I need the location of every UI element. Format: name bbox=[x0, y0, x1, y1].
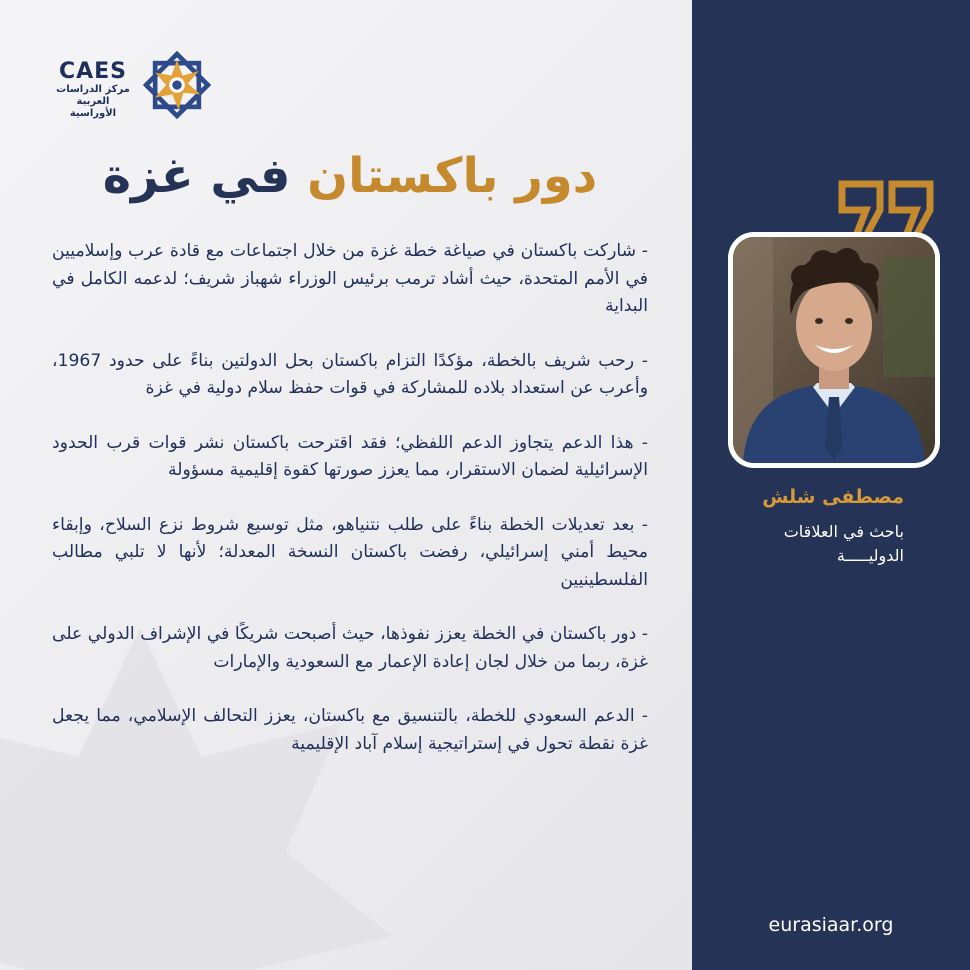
page-title bbox=[60, 140, 640, 212]
author-sidebar bbox=[692, 0, 970, 970]
paragraph: - رحب شريف بالخطة، مؤكدًا التزام باكستان بحل الدولتين بناءً على حدود 1967، وأعرب عن استعداد بلاده للمشاركة في قوات حفظ سلام دولية في غزة bbox=[52, 350, 648, 398]
logo-abbr: CAES bbox=[58, 59, 128, 84]
title-part-pakistan: دور باكستان bbox=[307, 148, 598, 204]
paragraph: - الدعم السعودي للخطة، بالتنسيق مع باكستان، يعزز التحالف الإسلامي، مما يجعل غزة نقطة تحول في إستراتيجية إسلام آباد الإقليمية bbox=[52, 706, 648, 754]
author-name: مصطفى شلش bbox=[762, 486, 904, 508]
author-role-line1: باحث في العلاقات bbox=[783, 522, 904, 541]
author-photo bbox=[728, 232, 940, 468]
article-body bbox=[52, 238, 648, 785]
eight-point-star-icon bbox=[138, 46, 216, 124]
paragraph: - هذا الدعم يتجاوز الدعم اللفظي؛ فقد اقترحت باكستان نشر قوات قرب الحدود الإسرائيلية لضمان الاستقرار، مما يعزز صورتها كقوة إقليمية مسؤولة bbox=[52, 432, 648, 480]
caes-logo bbox=[52, 46, 222, 120]
logo-arabic-line1: مركز الدراسات bbox=[56, 84, 130, 95]
website-link[interactable]: eurasiaar.org bbox=[768, 914, 894, 936]
paragraph: - شاركت باكستان في صياغة خطة غزة من خلال اجتماعات مع قادة عرب وإسلاميين في الأمم المتحدة، حيث أشاد ترمب برئيس الوزراء شهباز شريف؛ لدعمه الكامل في البداية bbox=[52, 241, 648, 316]
logo-text bbox=[52, 60, 134, 120]
author-role bbox=[708, 520, 904, 568]
paragraph: - بعد تعديلات الخطة بناءً على طلب نتنياهو، مثل توسيع شروط نزع السلاح، وإبقاء محيط أمني إسرائيلي، رفضت باكستان النسخة المعدلة؛ لأنها لا تلبي مطالب الفلسطينيين bbox=[52, 514, 648, 590]
quote-mark-icon bbox=[836, 180, 936, 240]
author-portrait-image bbox=[733, 237, 935, 463]
paragraph: - دور باكستان في الخطة يعزز نفوذها، حيث أصبحت شريكًا في الإشراف الدولي على غزة، ربما من خلال لجان إعادة الإعمار مع السعودية والإمارات bbox=[52, 624, 648, 672]
logo-arabic-line2: العربية الأوراسية bbox=[69, 96, 117, 119]
author-role-line2: الدوليـــــة bbox=[836, 546, 904, 565]
title-part-gaza: في غزة bbox=[102, 148, 291, 204]
